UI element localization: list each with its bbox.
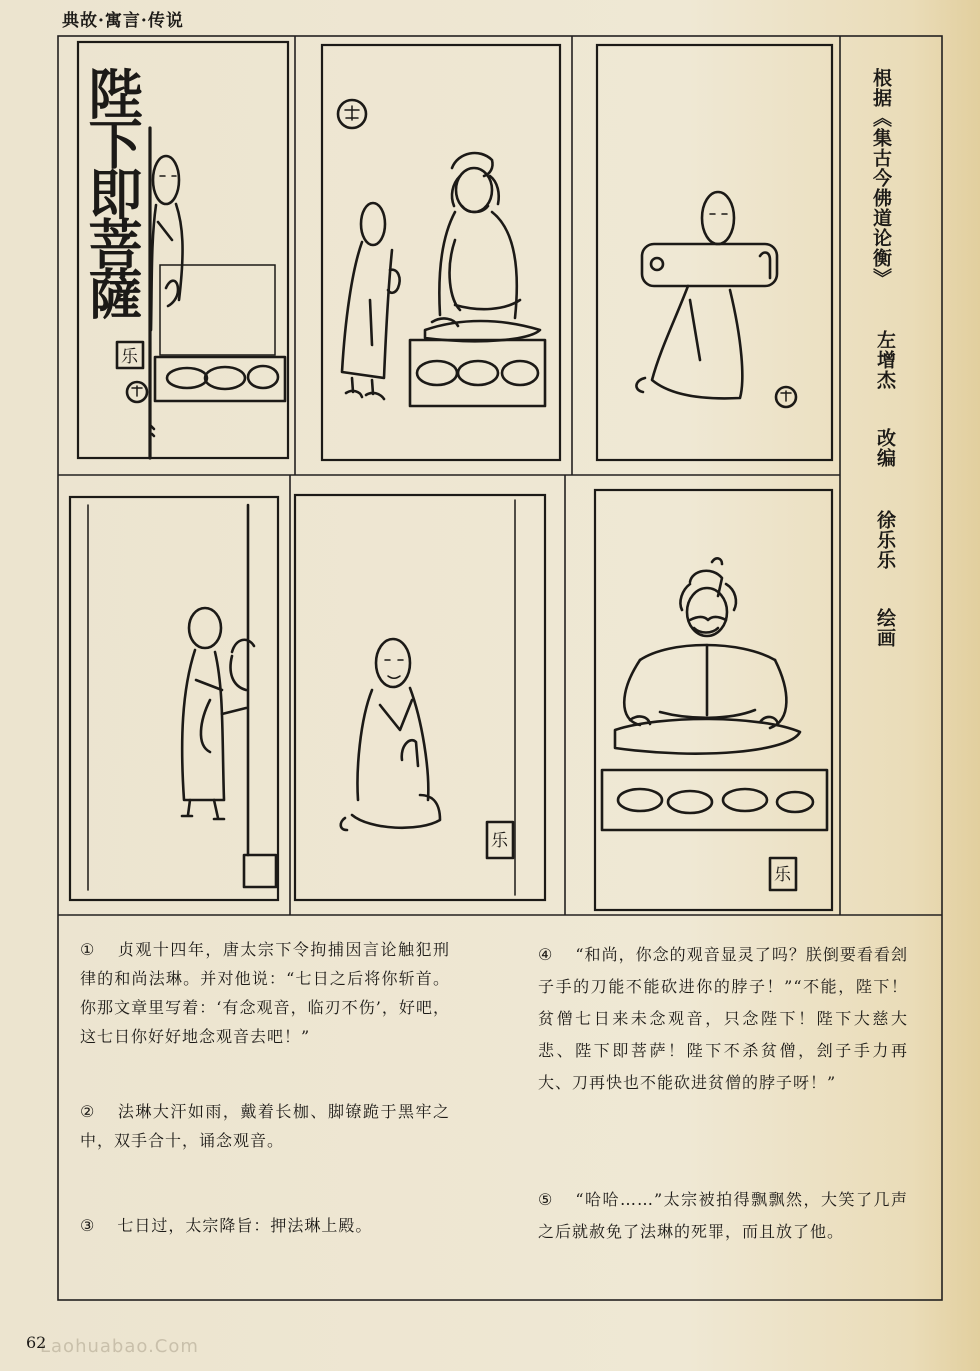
credit-source: 根据《集古今佛道论衡》 bbox=[870, 68, 892, 288]
panel-5-drawing bbox=[295, 495, 545, 900]
emperor-mustache bbox=[690, 617, 726, 620]
caption-2 bbox=[80, 1097, 450, 1155]
monk-robe-left bbox=[358, 690, 372, 800]
hat-knot bbox=[712, 558, 722, 564]
emperor-arm bbox=[450, 240, 460, 310]
cangue-lock bbox=[651, 258, 663, 270]
caption-marker: ③ bbox=[80, 1216, 96, 1235]
guard-sword bbox=[222, 708, 246, 714]
throne-base bbox=[602, 770, 827, 830]
cloud-ornament bbox=[417, 361, 457, 385]
caption-5 bbox=[538, 1184, 908, 1248]
panel-2-drawing bbox=[322, 45, 560, 460]
caption-marker: ⑤ bbox=[538, 1190, 554, 1209]
cloud-ornament bbox=[502, 361, 538, 385]
caption-text: 法琳大汗如雨，戴着长枷、脚镣跪于黑牢之中，双手合十，诵念观音。 bbox=[80, 1102, 450, 1150]
panel-3-drawing bbox=[597, 45, 832, 460]
robe-fold bbox=[690, 300, 700, 360]
throne-base bbox=[410, 340, 545, 406]
monk-head bbox=[702, 192, 734, 244]
site-watermark: Laohuabao.Com bbox=[40, 1336, 199, 1357]
emperor-legs bbox=[425, 321, 540, 341]
emperor-crossed-legs bbox=[615, 719, 800, 754]
emperor-left-arm bbox=[624, 660, 640, 725]
guard-helmet bbox=[232, 640, 254, 652]
story-title: 陛下即菩薩 bbox=[80, 66, 144, 316]
caption-marker: ② bbox=[80, 1102, 96, 1121]
panel-4-drawing bbox=[70, 497, 278, 900]
cloud-ornament bbox=[777, 792, 813, 812]
monk-robe-left bbox=[151, 205, 156, 330]
credit-illustrator: 徐乐乐 bbox=[874, 510, 896, 570]
monk-head bbox=[153, 156, 179, 204]
caption-text: “和尚，你念的观音显灵了吗？朕倒要看看刽子手的刀能不能砍进你的脖子！”“不能，陛下！贫僧七日来未念观音，只念陛下！陛下大慈大悲、陛下即菩萨！陛下不杀贫僧，刽子手力再大、刀再快也不能砍进贫僧的脖子呀！” bbox=[538, 945, 908, 1092]
monk-hand bbox=[760, 253, 770, 278]
panel-6-frame bbox=[595, 490, 832, 910]
panel-6-drawing bbox=[595, 490, 832, 910]
monk-head bbox=[361, 203, 385, 245]
caption-text: 七日过，太宗降旨：押法琳上殿。 bbox=[117, 1216, 373, 1235]
credit-adapter-role: 改编 bbox=[874, 428, 896, 468]
monk-hand bbox=[166, 281, 178, 306]
seal-glyph: 乐 bbox=[774, 865, 791, 885]
seal-mark bbox=[345, 106, 359, 120]
monk-sash bbox=[370, 300, 372, 345]
monk-hand-praying bbox=[402, 740, 418, 766]
credit-adapter: 左增杰 bbox=[874, 330, 896, 390]
cloud-ornament bbox=[248, 366, 278, 388]
caption-marker: ① bbox=[80, 940, 96, 959]
monk-feet bbox=[341, 818, 347, 830]
screen-panel bbox=[160, 265, 275, 355]
monk-feet bbox=[636, 378, 645, 392]
monk-face bbox=[385, 660, 403, 678]
caption-text: “哈哈……”太宗被拍得飘飘然，大笑了几声之后就赦免了法琳的死罪，而且放了他。 bbox=[538, 1190, 908, 1241]
throne-base bbox=[155, 357, 285, 401]
cloud-ornament bbox=[458, 361, 498, 385]
monk-feet bbox=[346, 391, 384, 399]
caption-3 bbox=[80, 1211, 450, 1240]
cloud-ornament bbox=[668, 791, 712, 813]
guard-face bbox=[231, 656, 246, 690]
emperor-front bbox=[492, 212, 517, 318]
page-number: 62 bbox=[26, 1333, 47, 1352]
monk-belt bbox=[196, 680, 222, 690]
emperor-belt bbox=[455, 300, 520, 309]
cloud-ornament bbox=[618, 789, 662, 811]
pillar-base bbox=[244, 855, 276, 887]
emperor-laughing-mouth bbox=[694, 628, 718, 633]
caption-4 bbox=[538, 939, 908, 1099]
seal-glyph: 乐 bbox=[491, 831, 508, 851]
seal-glyph: 乐 bbox=[121, 347, 138, 367]
monk-collar bbox=[380, 700, 412, 730]
monk-robe bbox=[342, 242, 392, 378]
caption-text: 贞观十四年，唐太宗下令拘捕因言论触犯刑律的和尚法琳。并对他说：“七日之后将你斩首。你那文章里写着：‘有念观音，临刃不伤’，好吧，这七日你好好地念观音去吧！” bbox=[80, 940, 450, 1046]
credit-illustrator-role: 绘画 bbox=[874, 608, 896, 648]
monk-robe-right bbox=[410, 688, 428, 800]
monk-arm bbox=[201, 700, 210, 752]
monk-head bbox=[376, 639, 410, 687]
caption-marker: ④ bbox=[538, 945, 554, 964]
monk-robe bbox=[182, 650, 224, 800]
section-header: 典故·寓言·传说 bbox=[62, 11, 184, 31]
seal-mark bbox=[132, 386, 142, 396]
seal-mark bbox=[781, 391, 791, 401]
cloud-ornament bbox=[167, 368, 207, 388]
monk-head bbox=[189, 608, 221, 648]
caption-1 bbox=[80, 935, 450, 1051]
cloud-ornament bbox=[205, 367, 245, 389]
cloud-ornament bbox=[723, 789, 767, 811]
monk-collar bbox=[158, 222, 172, 240]
